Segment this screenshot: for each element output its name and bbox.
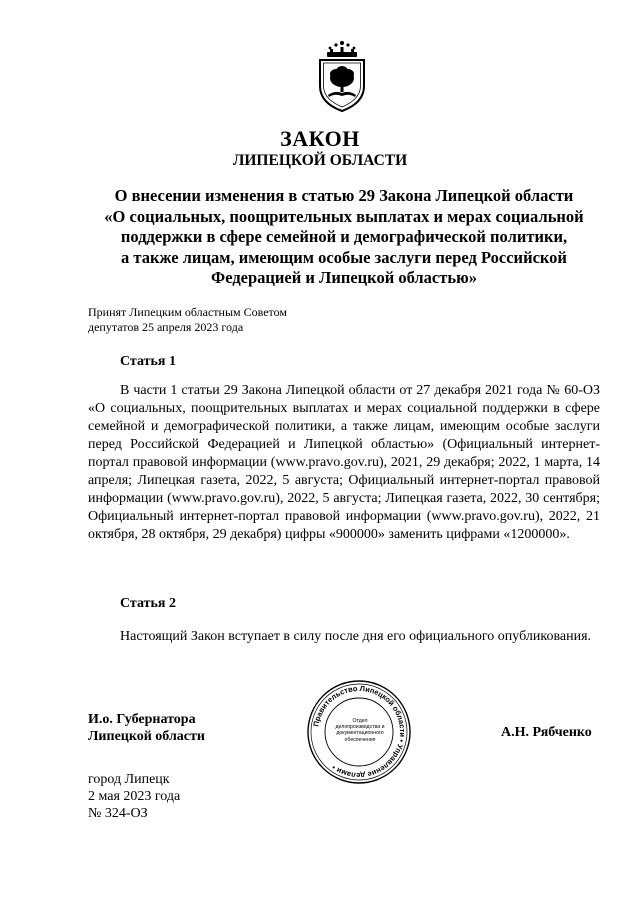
article-1-text: В части 1 статьи 29 Закона Липецкой области от 27 декабря 2021 года № 60-ОЗ «О социальных, поощрительных выплатах и мерах социальной поддержки в сфере семейной и демографической политики, а также лицам, имеющим особые заслуги перед Российской Федерацией и Липецкой областью» (Официальный интернет-портал правовой информации (www.pravo.gov.ru), 2021, 29 декабря; 2022, 1 марта, 14 апреля; Липецкая газета, 2022, 5 августа; Официальный интернет-портал правовой информации (www.pravo.gov.ru), 2022, 5 августа; Липецкая газета, 2022, 30 сентября; Официальный интернет-портал правовой информации (www.pravo.gov.ru), 2022, 21 октября, 28 октября, 29 декабря) цифры «900000» заменить цифрами «1200000». (88, 383, 600, 542)
adoption-note (88, 305, 287, 335)
stamp-inner-line: Отдел (352, 718, 368, 724)
stamp-inner-line: обеспечения (344, 736, 376, 743)
document-footer (88, 771, 180, 822)
footer-date: 2 мая 2023 года (88, 789, 181, 804)
stamp-inner-text (332, 718, 388, 743)
law-heading-line: Федерацией и Липецкой областью» (211, 268, 477, 287)
law-heading-line: поддержки в сфере семейной и демографической политики, (120, 227, 568, 246)
adoption-note-line: депутатов 25 апреля 2023 года (88, 320, 244, 334)
signatory-position-line: И.о. Губернатора (88, 712, 196, 727)
law-title: ЗАКОН (280, 126, 360, 151)
article-2-text: Настоящий Закон вступает в силу после дня его официального опубликования. (120, 629, 592, 644)
law-heading-line: «О социальных, поощрительных выплатах и мерах социальной (104, 206, 584, 226)
stamp-inner-line: документационного (336, 730, 384, 737)
law-region: ЛИПЕЦКОЙ ОБЛАСТИ (232, 152, 408, 169)
article-2-title: Статья 2 (120, 596, 176, 611)
article-1-title: Статья 1 (120, 354, 176, 369)
signatory-name: А.Н. Рябченко (501, 725, 592, 740)
stamp-inner-line: делопроизводства и (335, 724, 385, 731)
coat-of-arms-icon (315, 40, 369, 112)
signatory-position (88, 711, 205, 745)
adoption-note-line: Принят Липецким областным Советом (88, 305, 287, 319)
footer-number: № 324-ОЗ (88, 806, 148, 821)
stamp-outer-text: Правительство Липецкой области • Управление делами • (311, 683, 408, 781)
footer-city: город Липецк (88, 772, 170, 787)
law-heading-line: О внесении изменения в статью 29 Закона Липецкой области (114, 186, 574, 205)
law-heading-line: а также лицам, имеющим особые заслуги перед Российской (121, 247, 567, 267)
law-heading (86, 186, 602, 289)
signatory-position-line: Липецкой области (88, 729, 205, 744)
